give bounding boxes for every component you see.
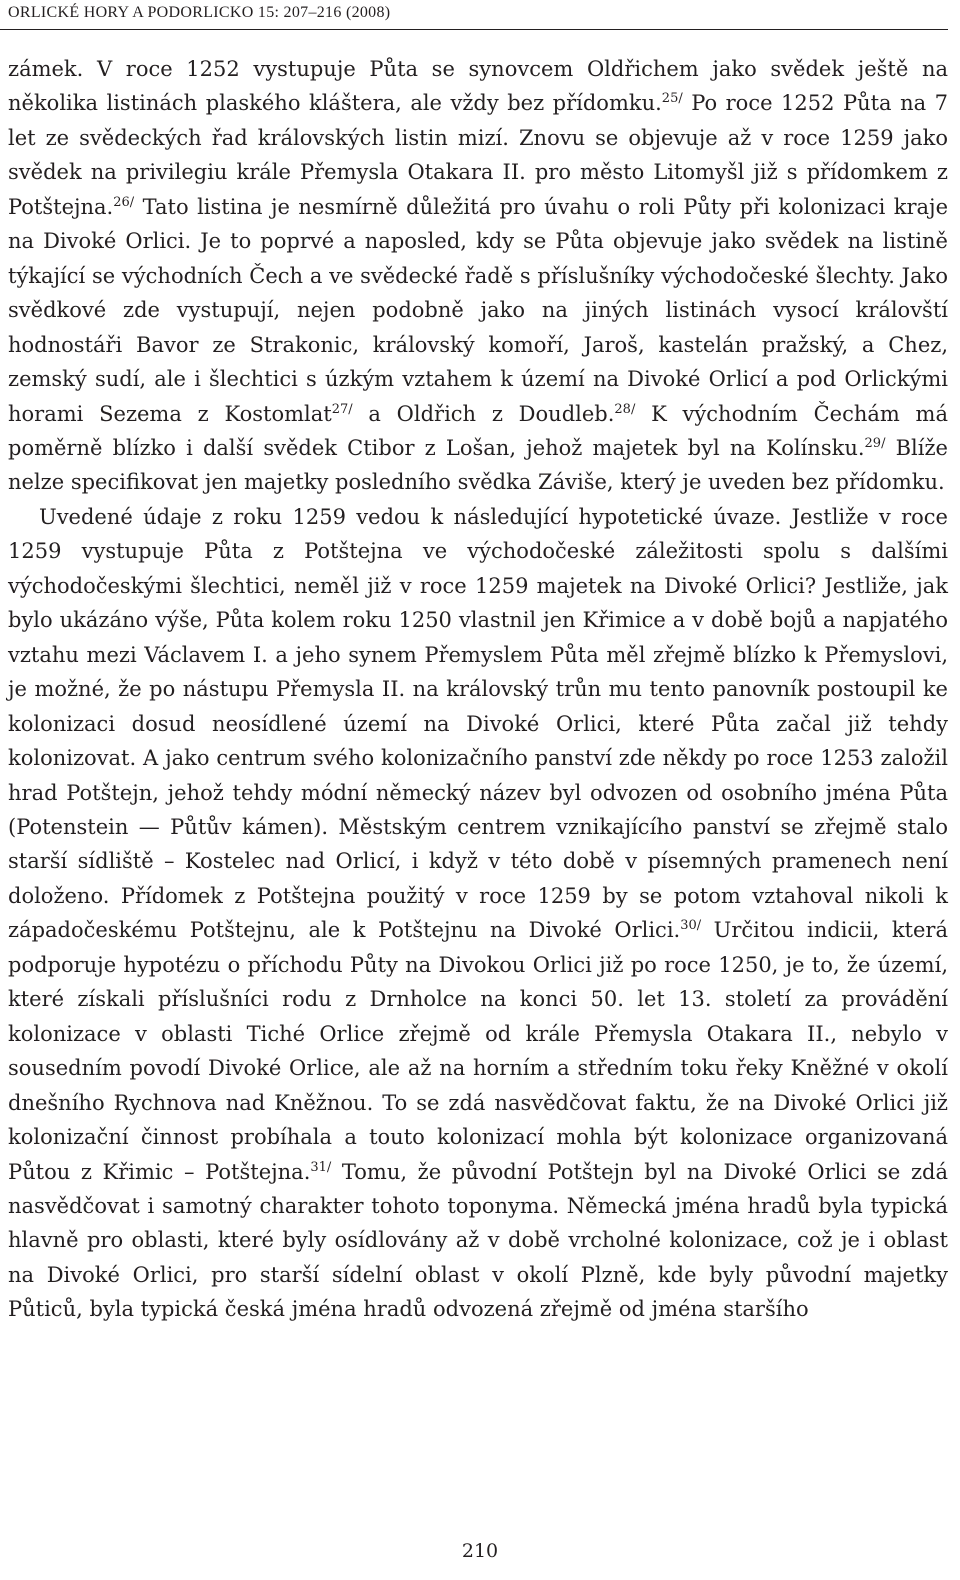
text-run: Uvedené údaje z roku 1259 vedou k následující hypotetické úvaze. Jestliže v roce 1259 vystupuje Půta z Potštejna ve východočeské záležitosti spolu s dalšími východočeskými šlechtici, neměl již v roce 1259 majetek na Divoké Orlici? Jestliže, jak bylo ukázáno výše, Půta kolem roku 1250 vlastnil jen Křimice a v době bojů a napjatého vztahu mezi Václavem I. a jeho synem Přemyslem Půta měl zřejmě blízko k Přemyslovi, je možné, že po nástupu Přemysla II. na královský trůn mu tento panovník postoupil ke kolonizaci dosud neosídlené území na Divoké Orlici, které Půta začal již tehdy kolonizovat. A jako centrum svého kolonizačního panství zde někdy po roce 1253 založil hrad Potštejn, jehož tehdy módní německý název byl odvozen od osobního jména Půta (Potenstein — Půtův kámen). Městským centrem vznikajícího panství se zřejmě stalo starší sídliště – Kostelec nad Orlicí, i když v této době v písemných pramenech není doloženo. Přídomek z Potštejna použitý v roce 1259 by se potom vztahoval nikoli k západočeskému Potštejnu, ale k Potštejnu na Divoké Orlici. <box>8 504 948 943</box>
paragraph <box>8 500 948 1327</box>
paragraph <box>8 52 948 500</box>
header-rule <box>0 29 948 30</box>
journal-citation: ORLICKÉ HORY A PODORLICKO 15: 207–216 (2008) <box>8 4 391 21</box>
text-run: Blíže nelze specifikovat jen majetky posledního svědka Záviše, který je uveden bez přídomku. <box>8 435 948 495</box>
footnote-ref: 30/ <box>680 918 702 934</box>
text-run: Tomu, že původní Potštejn byl na Divoké Orlici se zdá nasvědčovat i samotný charakter tohoto toponyma. Německá jména hradů byla typická hlavně pro oblasti, které byly osídlovány až v době vrcholné kolonizace, což je i oblast na Divoké Orlici, pro starší sídelní oblast v okolí Plzně, kde byly původní majetky Půticů, byla typická česká jména hradů odvozená zřejmě od jména staršího <box>8 1159 948 1322</box>
text-run: Po roce 1252 Půta na 7 let ze svědeckých řad královských listin mizí. Znovu se objevuje až v roce 1259 jako svědek na privilegiu krále Přemysla Otakara II. pro město Litomyšl již s přídomkem z Potštejna. <box>8 91 948 219</box>
running-head <box>0 0 960 30</box>
text-run: zámek. V roce 1252 vystupuje Půta se synovcem Oldřichem jako svědek ještě na několika listinách plaského kláštera, ale vždy bez přídomku. <box>8 57 948 116</box>
page-number: 210 <box>461 1540 499 1562</box>
article-body <box>8 52 948 1327</box>
footnote-ref: 29/ <box>864 435 886 451</box>
footnote-ref: 25/ <box>661 91 683 107</box>
text-run: Tato listina je nesmírně důležitá pro úvahu o roli Půty při kolonizaci kraje na Divoké Orlici. Je to poprvé a naposled, kdy se Půta objevuje jako svědek na listině týkající se východních Čech a ve svědecké řadě s příslušníky východočeské šlechty. Jako svědkové zde vystupují, nejen podobně jako na jiných listinách vysocí královští hodnostáři Bavor ze Strakonic, královský komoří, Jaroš, kastelán pražský, a Chez, zemský sudí, ale i šlechtici s úzkým vztahem k území na Divoké Orlicí a pod Orlickými horami Sezema z Kostomlat <box>8 194 948 426</box>
footnote-ref: 27/ <box>331 401 353 417</box>
text-run: Určitou indicii, která podporuje hypotézu o příchodu Půty na Divokou Orlici již po roce 1250, je to, že území, které získali příslušníci rodu z Drnholce na konci 50. let 13. století za provádění kolonizace v oblasti Tiché Orlice zřejmě od krále Přemysla Otakara II., nebylo v sousedním povodí Divoké Orlice, ale až na horním a středním toku řeky Kněžné v okolí dnešního Rychnova nad Kněžnou. To se zdá nasvědčovat faktu, že na Divoké Orlici již kolonizační činnost probíhala a touto kolonizací mohla být kolonizace organizovaná Půtou z Křimic – Potštejna. <box>8 918 948 1184</box>
text-run: K východním Čechám má poměrně blízko i další svědek Ctibor z Lošan, jehož majetek byl na Kolínsku. <box>8 401 948 460</box>
footnote-ref: 28/ <box>614 401 636 417</box>
footnote-ref: 26/ <box>113 194 135 210</box>
footnote-ref: 31/ <box>310 1159 332 1175</box>
text-run: a Oldřich z Doudleb. <box>352 401 615 426</box>
